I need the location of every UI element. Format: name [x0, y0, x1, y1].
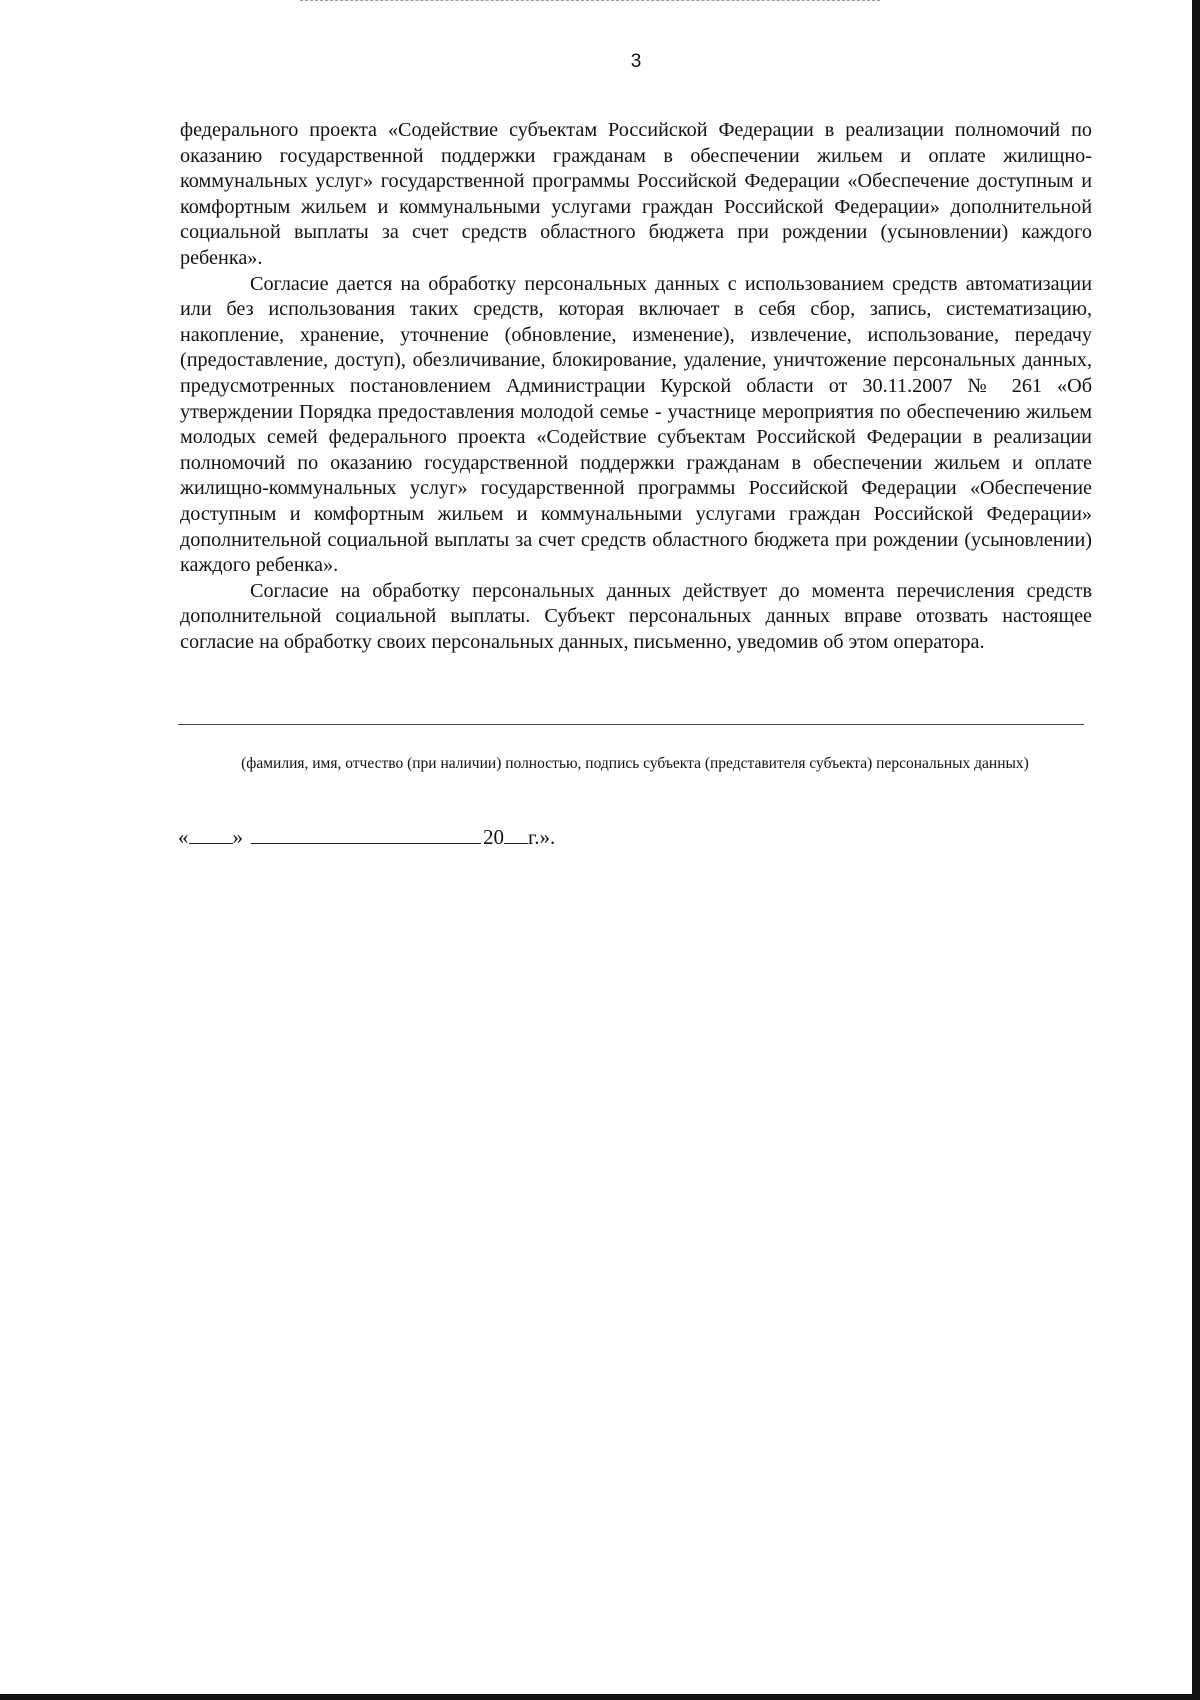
scan-edge-bottom — [0, 1694, 1200, 1700]
date-suffix: г.». — [528, 825, 556, 849]
paragraph-processing-scope: Согласие дается на обработку персональных данных с использованием средств автоматизации или без использования таких средств, которая включает в себя сбор, запись, систематизацию, накопление, хранение, уточнение (обновление, изменение), извлечение, использование, передачу (предоставление, доступ), обезличивание, блокирование, удаление, уничтожение персональных данных, предусмотренных постановлением Администрации Курской области от 30.11.2007 № 261 «Об утверждении Порядка предоставления молодой семье - участнице мероприятия по обеспечению жильем молодых семей федерального проекта «Содействие субъектам Российской Федерации в реализации полномочий по оказанию государственной поддержки гражданам в обеспечении жильем и оплате жилищно-коммунальных услуг» государственной программы Российской Федерации «Обеспечение доступным и комфортным жильем и коммунальными услугами граждан Российской Федерации» дополнительной социальной выплаты за счет средств областного бюджета при рождении (усыновлении) каждого ребенка». — [180, 272, 1092, 577]
scan-artifact-top — [300, 0, 880, 5]
date-month-blank — [251, 825, 481, 844]
signature-line — [178, 724, 1084, 725]
date-year-prefix: 20 — [483, 825, 504, 849]
scan-edge-right — [1192, 0, 1200, 1700]
page-number: 3 — [630, 51, 642, 72]
date-field — [178, 823, 555, 851]
consent-body — [180, 118, 1092, 655]
signature-caption: (фамилия, имя, отчество (при наличии) полностью, подпись субъекта (представителя субъекта) персональных данных) — [241, 755, 1029, 772]
date-open-quote: « — [178, 825, 189, 849]
date-close-quote: » — [232, 825, 243, 849]
paragraph-continuation: федерального проекта «Содействие субъектам Российской Федерации в реализации полномочий по оказанию государственной поддержки гражданам в обеспечении жильем и оплате жилищно-коммунальных услуг» государственной программы Российской Федерации «Обеспечение доступным и комфортным жильем и коммунальными услугами граждан Российской Федерации» дополнительной социальной выплаты за счет средств областного бюджета при рождении (усыновлении) каждого ребенка». — [180, 119, 1092, 269]
date-year-blank — [504, 825, 528, 844]
paragraph-validity: Согласие на обработку персональных данных действует до момента перечисления средств дополнительной социальной выплаты. Субъект персональных данных вправе отозвать настоящее согласие на обработку своих персональных данных, письменно, уведомив об этом оператора. — [180, 579, 1092, 653]
date-day-blank — [189, 825, 233, 844]
